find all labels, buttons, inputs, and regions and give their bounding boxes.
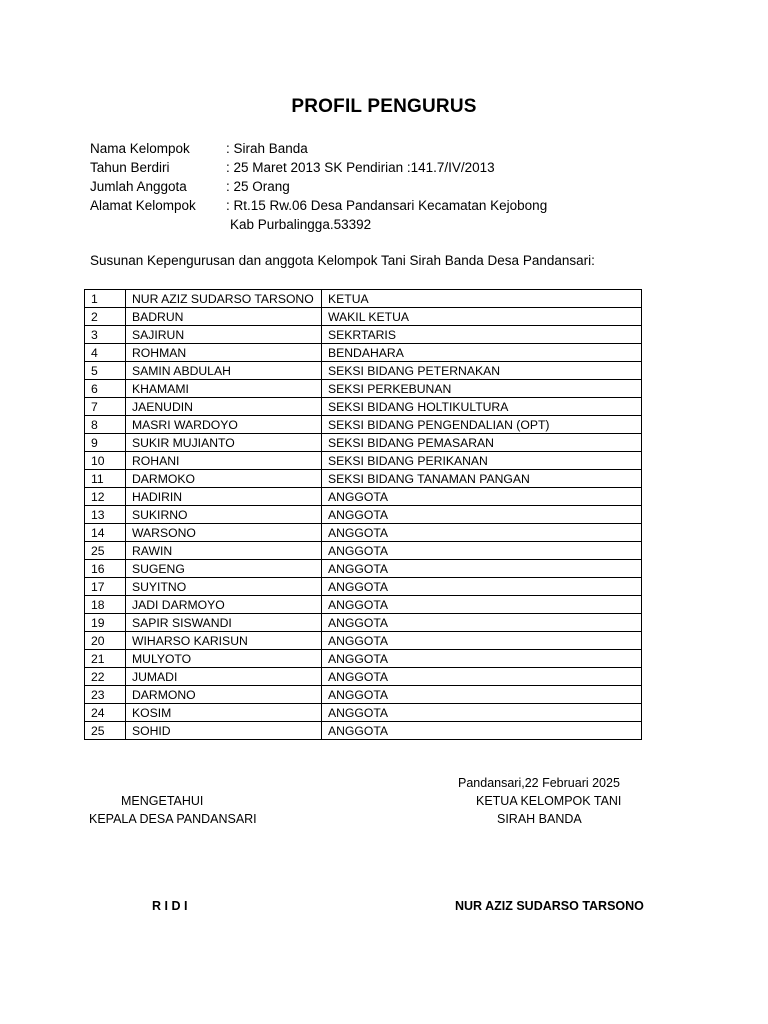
table-row — [85, 416, 642, 434]
member-name: SUKIR MUJIANTO — [126, 434, 322, 452]
group-info — [90, 139, 547, 234]
member-name: KHAMAMI — [126, 380, 322, 398]
member-role: ANGGOTA — [322, 488, 642, 506]
table-row — [85, 560, 642, 578]
member-role: ANGGOTA — [322, 650, 642, 668]
table-row — [85, 326, 642, 344]
table-row — [85, 524, 642, 542]
member-name: MULYOTO — [126, 650, 322, 668]
table-row — [85, 470, 642, 488]
member-table — [84, 289, 642, 740]
member-role: SEKSI BIDANG PETERNAKAN — [322, 362, 642, 380]
member-role: ANGGOTA — [322, 704, 642, 722]
member-number: 18 — [85, 596, 126, 614]
table-row — [85, 632, 642, 650]
member-name: SUKIRNO — [126, 506, 322, 524]
member-number: 6 — [85, 380, 126, 398]
member-number: 14 — [85, 524, 126, 542]
member-name: DARMOKO — [126, 470, 322, 488]
member-number: 25 — [85, 542, 126, 560]
member-number: 20 — [85, 632, 126, 650]
member-role: ANGGOTA — [322, 524, 642, 542]
info-label: Alamat Kelompok — [90, 198, 196, 213]
info-row-address — [90, 196, 547, 215]
member-number: 23 — [85, 686, 126, 704]
table-row — [85, 704, 642, 722]
member-number: 2 — [85, 308, 126, 326]
table-row — [85, 434, 642, 452]
table-row — [85, 506, 642, 524]
info-row-member-count — [90, 177, 547, 196]
member-name: SAMIN ABDULAH — [126, 362, 322, 380]
member-role: SEKSI PERKEBUNAN — [322, 380, 642, 398]
member-number: 7 — [85, 398, 126, 416]
member-name: BADRUN — [126, 308, 322, 326]
table-row — [85, 380, 642, 398]
member-name: ROHANI — [126, 452, 322, 470]
member-number: 13 — [85, 506, 126, 524]
member-role: ANGGOTA — [322, 560, 642, 578]
acknowledged-label: MENGETAHUI — [121, 794, 204, 808]
info-value: : Sirah Banda — [226, 141, 308, 156]
member-name: DARMONO — [126, 686, 322, 704]
group-leader-title: KETUA KELOMPOK TANI — [476, 794, 622, 808]
member-number: 21 — [85, 650, 126, 668]
member-role: SEKRTARIS — [322, 326, 642, 344]
member-number: 16 — [85, 560, 126, 578]
member-table-body — [85, 290, 642, 740]
member-name: RAWIN — [126, 542, 322, 560]
member-name: SAPIR SISWANDI — [126, 614, 322, 632]
member-name: SAJIRUN — [126, 326, 322, 344]
info-label: Tahun Berdiri — [90, 160, 170, 175]
member-number: 1 — [85, 290, 126, 308]
table-row — [85, 452, 642, 470]
table-row — [85, 668, 642, 686]
member-name: JAENUDIN — [126, 398, 322, 416]
member-name: WIHARSO KARISUN — [126, 632, 322, 650]
member-number: 10 — [85, 452, 126, 470]
member-number: 4 — [85, 344, 126, 362]
member-role: WAKIL KETUA — [322, 308, 642, 326]
info-label: Nama Kelompok — [90, 141, 190, 156]
village-head-name: R I D I — [152, 899, 188, 913]
table-row — [85, 488, 642, 506]
member-role: SEKSI BIDANG PENGENDALIAN (OPT) — [322, 416, 642, 434]
member-name: MASRI WARDOYO — [126, 416, 322, 434]
member-role: ANGGOTA — [322, 506, 642, 524]
member-role: ANGGOTA — [322, 596, 642, 614]
member-number: 9 — [85, 434, 126, 452]
group-leader-name: NUR AZIZ SUDARSO TARSONO — [455, 899, 644, 913]
member-role: ANGGOTA — [322, 614, 642, 632]
member-number: 17 — [85, 578, 126, 596]
info-row-founded — [90, 158, 547, 177]
member-name: SOHID — [126, 722, 322, 740]
table-row — [85, 362, 642, 380]
member-name: SUGENG — [126, 560, 322, 578]
member-name: WARSONO — [126, 524, 322, 542]
member-role: SEKSI BIDANG PERIKANAN — [322, 452, 642, 470]
member-role: SEKSI BIDANG TANAMAN PANGAN — [322, 470, 642, 488]
member-role: SEKSI BIDANG PEMASARAN — [322, 434, 642, 452]
info-value: : 25 Maret 2013 SK Pendirian :141.7/IV/2013 — [226, 160, 495, 175]
group-name-label: SIRAH BANDA — [497, 812, 582, 826]
member-number: 3 — [85, 326, 126, 344]
table-row — [85, 686, 642, 704]
member-name: KOSIM — [126, 704, 322, 722]
place-date: Pandansari,22 Februari 2025 — [458, 776, 620, 790]
member-role: SEKSI BIDANG HOLTIKULTURA — [322, 398, 642, 416]
member-number: 12 — [85, 488, 126, 506]
table-row — [85, 650, 642, 668]
member-number: 24 — [85, 704, 126, 722]
table-row — [85, 290, 642, 308]
table-row — [85, 398, 642, 416]
member-role: ANGGOTA — [322, 686, 642, 704]
member-role: KETUA — [322, 290, 642, 308]
info-value: : 25 Orang — [226, 179, 290, 194]
member-role: ANGGOTA — [322, 542, 642, 560]
table-row — [85, 308, 642, 326]
member-role: ANGGOTA — [322, 632, 642, 650]
member-name: JUMADI — [126, 668, 322, 686]
member-number: 8 — [85, 416, 126, 434]
table-row — [85, 344, 642, 362]
info-value: : Rt.15 Rw.06 Desa Pandansari Kecamatan Kejobong — [226, 198, 548, 213]
member-number: 22 — [85, 668, 126, 686]
member-role: BENDAHARA — [322, 344, 642, 362]
member-name: JADI DARMOYO — [126, 596, 322, 614]
table-row — [85, 542, 642, 560]
page-title: PROFIL PENGURUS — [291, 96, 477, 117]
table-row — [85, 596, 642, 614]
member-role: ANGGOTA — [322, 578, 642, 596]
member-number: 19 — [85, 614, 126, 632]
info-label: Jumlah Anggota — [90, 179, 187, 194]
member-name: HADIRIN — [126, 488, 322, 506]
intro-text: Susunan Kepengurusan dan anggota Kelompok Tani Sirah Banda Desa Pandansari: — [90, 253, 595, 268]
member-number: 25 — [85, 722, 126, 740]
member-number: 11 — [85, 470, 126, 488]
table-row — [85, 578, 642, 596]
table-row — [85, 722, 642, 740]
village-head-title: KEPALA DESA PANDANSARI — [89, 812, 257, 826]
member-role: ANGGOTA — [322, 722, 642, 740]
member-name: NUR AZIZ SUDARSO TARSONO — [126, 290, 322, 308]
member-name: SUYITNO — [126, 578, 322, 596]
info-row-group-name — [90, 139, 547, 158]
member-role: ANGGOTA — [322, 668, 642, 686]
member-number: 5 — [85, 362, 126, 380]
table-row — [85, 614, 642, 632]
address-continuation: Kab Purbalingga.53392 — [230, 217, 372, 232]
member-name: ROHMAN — [126, 344, 322, 362]
